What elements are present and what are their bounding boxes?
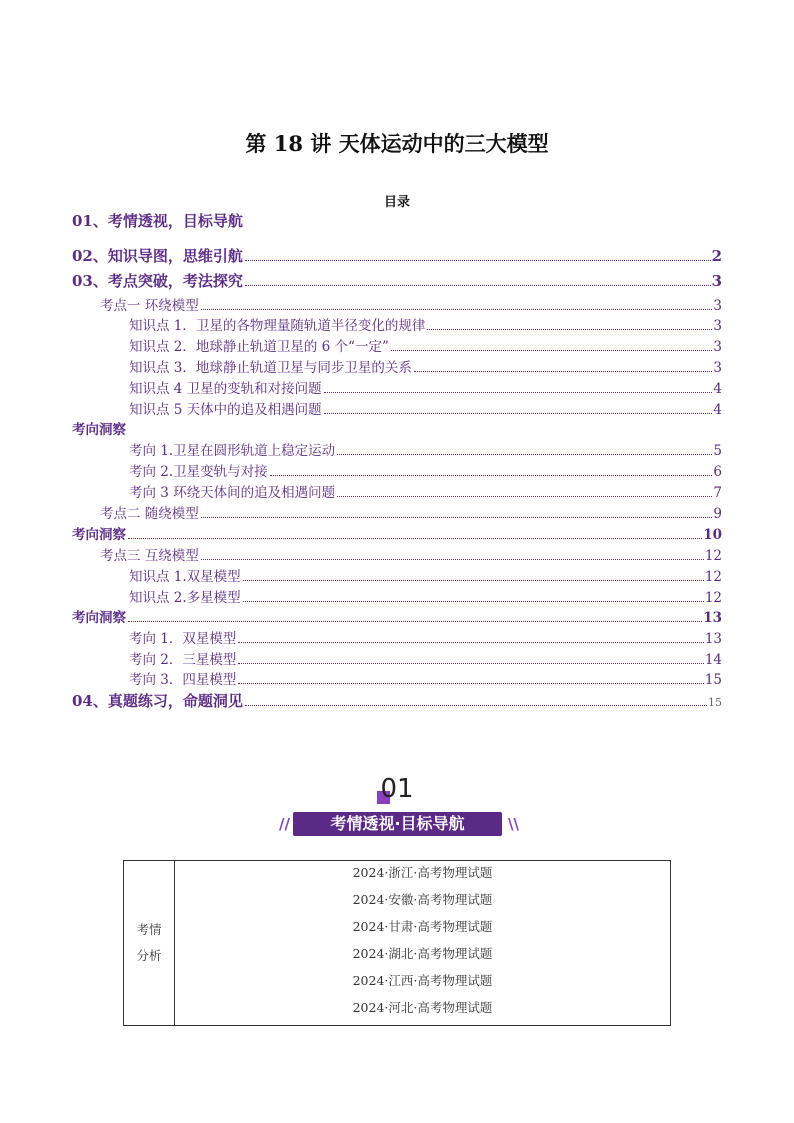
toc-entry-text: 考向洞察 [72,422,126,438]
toc-page-number: 13 [703,610,722,626]
toc-entry-text: 03、考点突破，考法探究 [72,272,243,290]
analysis-item: 2024·浙江·高考物理试题 [352,865,493,880]
toc-leader-dots [238,683,703,684]
toc-page-number: 7 [713,485,722,501]
banner-right-decoration: \\ [508,815,519,833]
toc-entry-text: 考点一 环绕模型 [100,298,199,314]
toc-page-number: 2 [711,247,722,265]
toc-entry-text: 考向 1．双星模型 [129,631,237,647]
toc-page-number: 9 [713,506,722,522]
toc-entry[interactable] [72,377,722,397]
toc-page-number: 3 [711,272,722,290]
toc-entry[interactable] [72,502,722,522]
toc-page-number: 3 [713,298,722,314]
analysis-items [175,861,671,1026]
toc-leader-dots [238,642,703,643]
toc-leader-dots [414,371,713,372]
toc-entry[interactable] [72,335,722,355]
toc-entry-text: 考向 3 环绕天体间的追及相遇问题 [129,485,336,501]
toc-entry[interactable] [72,627,722,647]
toc-entry[interactable] [72,523,722,543]
toc-page-number: 15 [708,696,722,709]
toc-entry-text: 02、知识导图，思维引航 [72,247,243,265]
toc-leader-dots [245,705,707,706]
analysis-label-text: 考情 分析 [136,922,162,963]
toc-entry[interactable] [72,210,722,231]
analysis-item: 2024·湖北·高考物理试题 [352,946,493,961]
toc-page-number: 3 [713,318,722,334]
toc-entry[interactable] [72,606,722,626]
toc-entry[interactable] [72,460,722,480]
toc-page-number: 14 [704,652,722,668]
banner-left-decoration: // [279,815,290,833]
toc-entry[interactable] [72,356,722,376]
toc-entry[interactable] [72,418,722,438]
toc-entry-text: 考向 3．四星模型 [129,672,237,688]
toc-entry-text: 01、考情透视，目标导航 [72,212,243,230]
toc-entry[interactable] [72,270,722,291]
toc-entry-text: 考向洞察 [72,610,126,626]
toc-page-number: 6 [713,464,722,480]
toc-entry-text: 知识点 5 天体中的追及相遇问题 [129,402,322,418]
toc-entry-text: 知识点 2．地球静止轨道卫星的 6 个“一定” [129,339,389,355]
toc-leader-dots [337,496,712,497]
toc-entry[interactable] [72,544,722,564]
exam-analysis-table [123,860,671,1026]
toc-leader-dots [270,475,713,476]
toc-leader-dots [324,413,713,414]
toc-leader-dots [238,663,703,664]
toc-entry[interactable] [72,245,722,266]
toc-leader-dots [245,260,711,261]
toc-leader-dots [245,285,711,286]
toc-page-number: 3 [713,339,722,355]
toc-page-number: 12 [704,548,722,564]
toc-leader-dots [337,454,712,455]
toc-leader-dots [201,517,713,518]
toc-leader-dots [427,329,712,330]
toc-entry-text: 知识点 3．地球静止轨道卫星与同步卫星的关系 [129,360,412,376]
section-banner: 考情透视·目标导航 [293,812,502,836]
toc-entry[interactable] [72,398,722,418]
toc-leader-dots [324,392,713,393]
toc-page-number: 13 [704,631,722,647]
toc-page-number: 5 [713,443,722,459]
toc-heading: 目录 [383,195,410,210]
section-number [0,774,794,804]
toc-page-number: 12 [704,569,722,585]
toc-leader-dots [243,601,704,602]
toc-entry-text: 考向 1.卫星在圆形轨道上稳定运动 [129,443,336,459]
toc-entry[interactable] [72,648,722,668]
toc-entry[interactable] [72,439,722,459]
toc-page-number: 4 [713,381,722,397]
toc-entry-text: 知识点 2.多星模型 [129,590,241,606]
toc-page-number: 12 [704,590,722,606]
analysis-item: 2024·安徽·高考物理试题 [352,892,493,907]
analysis-label [124,861,175,1026]
toc-leader-dots [391,350,713,351]
toc-page-number: 3 [713,360,722,376]
analysis-item: 2024·甘肃·高考物理试题 [352,919,493,934]
toc-entry[interactable] [72,586,722,606]
toc-entry-text: 知识点 1.双星模型 [129,569,241,585]
analysis-item: 2024·河北·高考物理试题 [352,1000,493,1015]
toc-leader-dots [201,309,713,310]
toc-leader-dots [243,580,704,581]
toc-entry-text: 知识点 4 卫星的变轨和对接问题 [129,381,322,397]
toc-entry[interactable] [72,294,722,314]
document-title: 第 18 讲 天体运动中的三大模型 [245,131,549,156]
toc-entry[interactable] [72,481,722,501]
toc-entry-text: 考向 2.卫星变轨与对接 [129,464,268,480]
toc-entry[interactable] [72,668,722,688]
toc-entry-text: 知识点 1．卫星的各物理量随轨道半径变化的规律 [129,318,426,334]
toc-entry[interactable] [72,690,722,711]
toc-page-number: 15 [704,672,722,688]
toc-page-number: 4 [713,402,722,418]
toc-entry-text: 考点三 互绕模型 [100,548,199,564]
toc-leader-dots [128,621,702,622]
toc-entry[interactable] [72,314,722,334]
toc-entry-text: 04、真题练习，命题洞见 [72,692,243,710]
toc-entry[interactable] [72,565,722,585]
toc-entry-text: 考点二 随绕模型 [100,506,199,522]
toc-page-number: 10 [703,527,722,543]
toc-leader-dots [201,559,704,560]
toc-entry-text: 考向洞察 [72,527,126,543]
section-number-text: 01 [380,774,414,804]
toc-leader-dots [128,538,702,539]
analysis-item: 2024·江西·高考物理试题 [352,973,493,988]
toc-entry-text: 考向 2．三星模型 [129,652,237,668]
